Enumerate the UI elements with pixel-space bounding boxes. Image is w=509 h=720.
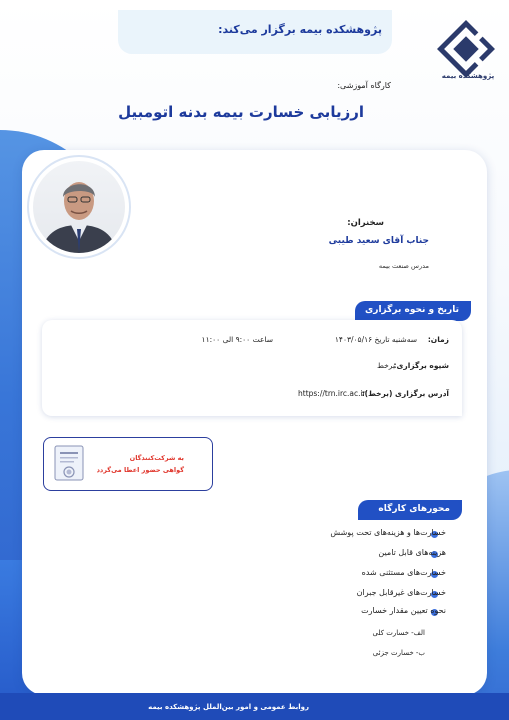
address-label: آدرس برگزاری (برخط):	[361, 389, 449, 398]
topic-item: نحوه تعیین مقدار خسارت	[361, 606, 446, 615]
schedule-heading: تاریخ و نحوه برگزاری	[355, 301, 471, 321]
topic-item: خسارت‌های غیرقابل جبران	[356, 588, 446, 597]
header-banner-text: پژوهشکده بیمه برگزار می‌کند:	[218, 23, 382, 36]
certificate-icon	[52, 444, 86, 484]
certificate-line-2: گواهی حضور اعطا می‌گردد	[96, 466, 184, 474]
logo-caption: پژوهشکده بیمه	[441, 72, 495, 80]
certificate-line-1: به شرکت‌کنندگان	[129, 454, 184, 462]
speaker-role: مدرس صنعت بیمه	[378, 262, 429, 270]
footer-text: روابط عمومی و امور بین‌الملل پژوهشکده بیمه	[148, 703, 309, 711]
topics-heading: محورهای کارگاه	[358, 500, 462, 520]
time-hours: ساعت ۹:۰۰ الی ۱۱:۰۰	[201, 335, 273, 344]
sub-topic-item: ب- خسارت جزئی	[372, 649, 425, 657]
speaker-photo-icon	[33, 161, 125, 253]
sub-topic-item: الف- خسارت کلی	[372, 629, 425, 637]
workshop-title: ارزیابی خسارت بیمه بدنه اتومبیل	[118, 103, 364, 121]
speaker-avatar	[33, 161, 125, 253]
header-banner	[118, 10, 392, 54]
time-value: سه‌شنبه تاریخ ۱۴۰۳/۰۵/۱۶	[334, 335, 417, 344]
method-value: برخط	[377, 361, 395, 370]
method-label: شیوه برگزاری:	[393, 361, 449, 370]
topic-item: خسارت‌های مستثنی شده	[361, 568, 446, 577]
website-link[interactable]: WWW.IRC.AC.IR	[30, 678, 102, 687]
address-link[interactable]: https://trn.irc.ac.ir	[298, 389, 366, 398]
workshop-label: کارگاه آموزشی:	[337, 81, 391, 90]
time-label: زمان:	[427, 335, 449, 344]
speaker-name: جناب آقای سعید طیبی	[328, 236, 429, 246]
speakers-label: سخنران:	[347, 218, 384, 228]
topic-item: خسارت‌ها و هزینه‌های تحت پوشش	[330, 528, 446, 537]
topic-item: هزینه‌های قابل تامین	[378, 548, 446, 557]
